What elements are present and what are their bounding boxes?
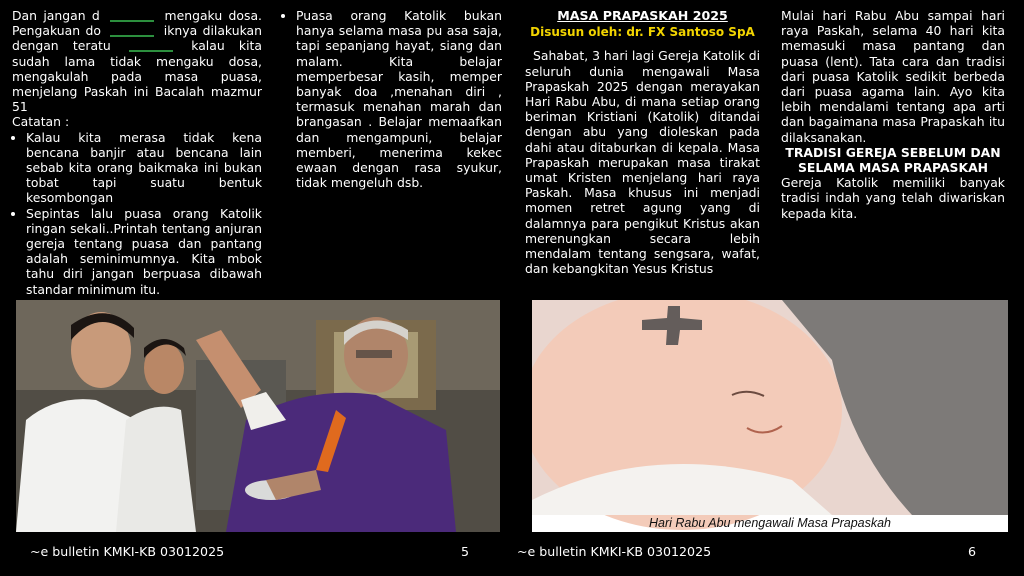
article-body: Sahabat, 3 hari lagi Gereja Katolik di seluruh dunia mengawali Masa Prapaskah 2025 dengan merayakan Hari Rabu Abu, di mana setiap orang beriman Kristiani (Katolik) ditandai dengan abu yang dioleskan pada dahi atau ditaburkan di kepala. Masa Prapaskah merupakan masa tirakat umat Kristen menjelang hari raya Paskah. Masa khusus ini menjadi momen retret agung yang di dalamnya para pengikut Kristus akan merenungkan secara lebih mendalam tentang sengsara, wafat, dan kebangkitan Yesus Kristus	[525, 48, 761, 277]
left-column-2	[282, 8, 502, 190]
article-paragraph: Mulai hari Rabu Abu sampai hari raya Paskah, selama 40 hari kita memasuki masa pantang dan puasa (lent). Tata cara dan tradisi dari puasa Katolik sedikit berbeda dari puasa agama lain. Ayo kita lebih mendalami tentang apa arti dan bagaimana masa Prapaskah itu dilaksanakan.	[781, 8, 1005, 145]
right-column-2	[781, 8, 1005, 221]
redaction-mark	[106, 11, 158, 23]
notes-list	[12, 130, 262, 297]
notes-list-continued	[282, 8, 502, 190]
page-number-left: 5	[461, 544, 470, 559]
redaction-mark	[106, 26, 158, 38]
redaction-mark	[125, 41, 177, 53]
section-heading: TRADISI GEREJA SEBELUM DAN SELAMA MASA PRAPASKAH	[785, 144, 1001, 176]
footer-right: ~e bulletin KMKI-KB 03012025	[517, 544, 712, 559]
intro-text-d: kalau kita sudah lama tidak mengaku dosa, mengakulah pada masa puasa, menjelang Paskah ini Bacalah mazmur 51	[12, 38, 262, 115]
page-number-right: 6	[968, 544, 977, 559]
intro-text-b: mengaku dosa. Pengakuan do	[12, 8, 262, 39]
intro-paragraph	[12, 8, 262, 114]
right-column-1	[525, 8, 760, 276]
notes-label: Catatan :	[12, 114, 70, 130]
intro-text-c: iknya dilakukan dengan teratu	[12, 23, 262, 54]
left-column-1	[12, 8, 262, 297]
article-title: MASA PRAPASKAH 2025	[557, 8, 728, 23]
list-item: • Kalau kita merasa tidak kena bencana banjir atau bencana lain sebab kita orang baikmaka ini bukan tobat tapi suatu bentuk kesombongan	[26, 130, 262, 206]
list-item: • Puasa orang Katolik bukan hanya selama masa pu asa saja, tapi sepanjang hayat, siang dan malam. Kita belajar memperbesar kasih, memper banyak doa ,menahan diri , termasuk menahan marah dan brangasan . Belajar memaafkan dan mengampuni, belajar memberi, menerima kekec ewaan dengan rasa syukur, tidak mengeluh dsb.	[296, 8, 502, 190]
intro-text-a: Dan jangan d	[12, 8, 100, 23]
list-item: • Sepintas lalu puasa orang Katolik ringan sekali..Printah tentang anjuran gereja tentang puasa dan pantang adalah seminimumnya. Kita mbok tahu diri jangan berpuasa dibawah standar minimum itu.	[26, 206, 262, 297]
article-byline: Disusun oleh: dr. FX Santoso SpA	[530, 25, 755, 40]
article-paragraph: Gereja Katolik memiliki banyak tradisi indah yang telah diwariskan kepada kita.	[781, 175, 1005, 221]
photo-caption: Hari Rabu Abu mengawali Masa Prapaskah	[648, 516, 892, 530]
footer-left: ~e bulletin KMKI-KB 03012025	[30, 544, 225, 559]
photo-baby-ash-cross	[532, 300, 1008, 532]
priest-blessing-illustration	[16, 300, 500, 532]
baby-ash-cross-illustration	[532, 300, 1008, 532]
photo-priest-blessing	[16, 300, 500, 532]
